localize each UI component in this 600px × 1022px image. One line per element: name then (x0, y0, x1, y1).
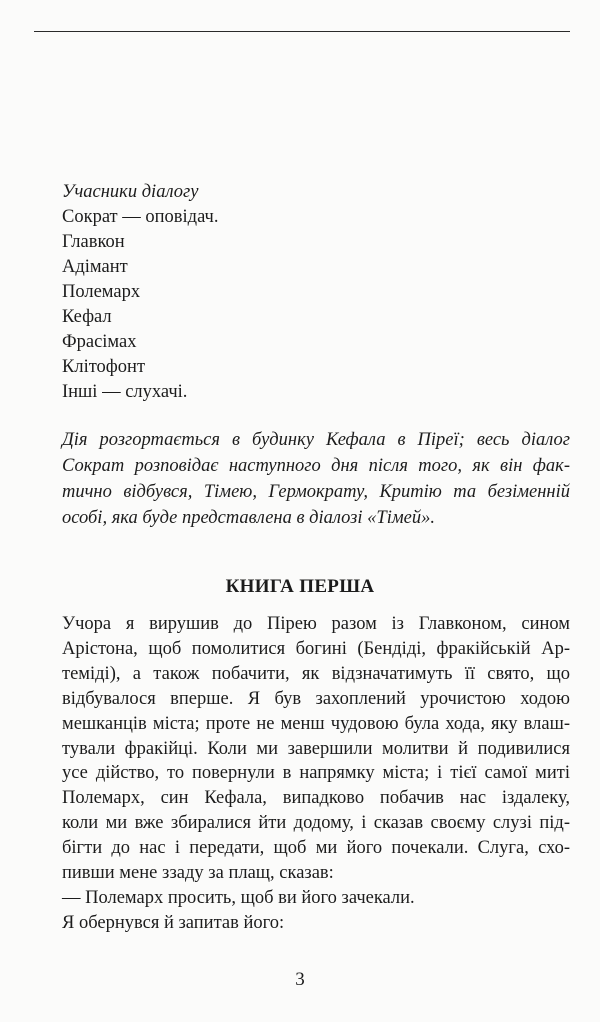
body-line: теміді), а також побачити, як відзначатимуть її свято, що (62, 663, 570, 684)
setting-line: особі, яка буде представлена в діалозі «Тімей». (62, 508, 435, 528)
body-line: тували фракійці. Коли ми завершили молитви й подивилися (62, 738, 570, 759)
setting-line: Дія розгортається в будинку Кефала в Піреї; весь діалог (62, 430, 570, 450)
body-line: відбувалося вперше. Я був захоплений урочистою ходою (62, 688, 570, 709)
body-line: мешканців міста; проте не менш чудовою була хода, яку влаш- (62, 713, 570, 734)
body-line: Я обернувся й запитав його: (62, 912, 285, 933)
body-line: бігти до нас і передати, щоб ми його почекали. Слуга, схо- (62, 838, 570, 859)
participant-item: Фрасімах (62, 332, 137, 352)
body-line: — Полемарх просить, щоб ви його зачекали. (62, 887, 415, 908)
participant-item: Полемарх (62, 282, 141, 302)
header-rule (34, 31, 570, 32)
participant-item: Інші — слухачі. (62, 382, 188, 402)
participant-item: Адімант (62, 257, 128, 277)
participants-heading: Учасники діалогу (62, 182, 199, 202)
participant-item: Главкон (62, 232, 125, 252)
body-line: Полемарх, син Кефала, випадково побачив нас іздалеку, (62, 788, 570, 809)
body-line: коли ми вже збиралися йти додому, і сказав своєму слузі під- (62, 813, 570, 834)
participant-item: Клітофонт (62, 357, 146, 377)
body-line: Арістона, щоб помолитися богині (Бендіді, фракійській Ар- (62, 638, 570, 659)
setting-line: тично відбувся, Тімею, Гермократу, Критію та безіменній (62, 482, 570, 502)
body-line: Учора я вирушив до Пірею разом із Главконом, сином (62, 614, 570, 634)
setting-line: Сократ розповідає наступного дня після того, як він фак- (62, 456, 570, 476)
body-line: усе дійство, то повернули в напрямку міста; і тієї самої миті (62, 763, 570, 784)
setting-note (62, 427, 570, 531)
participant-item: Кефал (62, 307, 112, 327)
participants-list (62, 180, 532, 405)
book-title: КНИГА ПЕРША (225, 576, 375, 597)
body-text (62, 612, 570, 936)
page-number: 3 (295, 969, 305, 990)
body-line: пивши мене ззаду за плащ, сказав: (62, 863, 334, 884)
participant-item: Сократ — оповідач. (62, 207, 219, 227)
